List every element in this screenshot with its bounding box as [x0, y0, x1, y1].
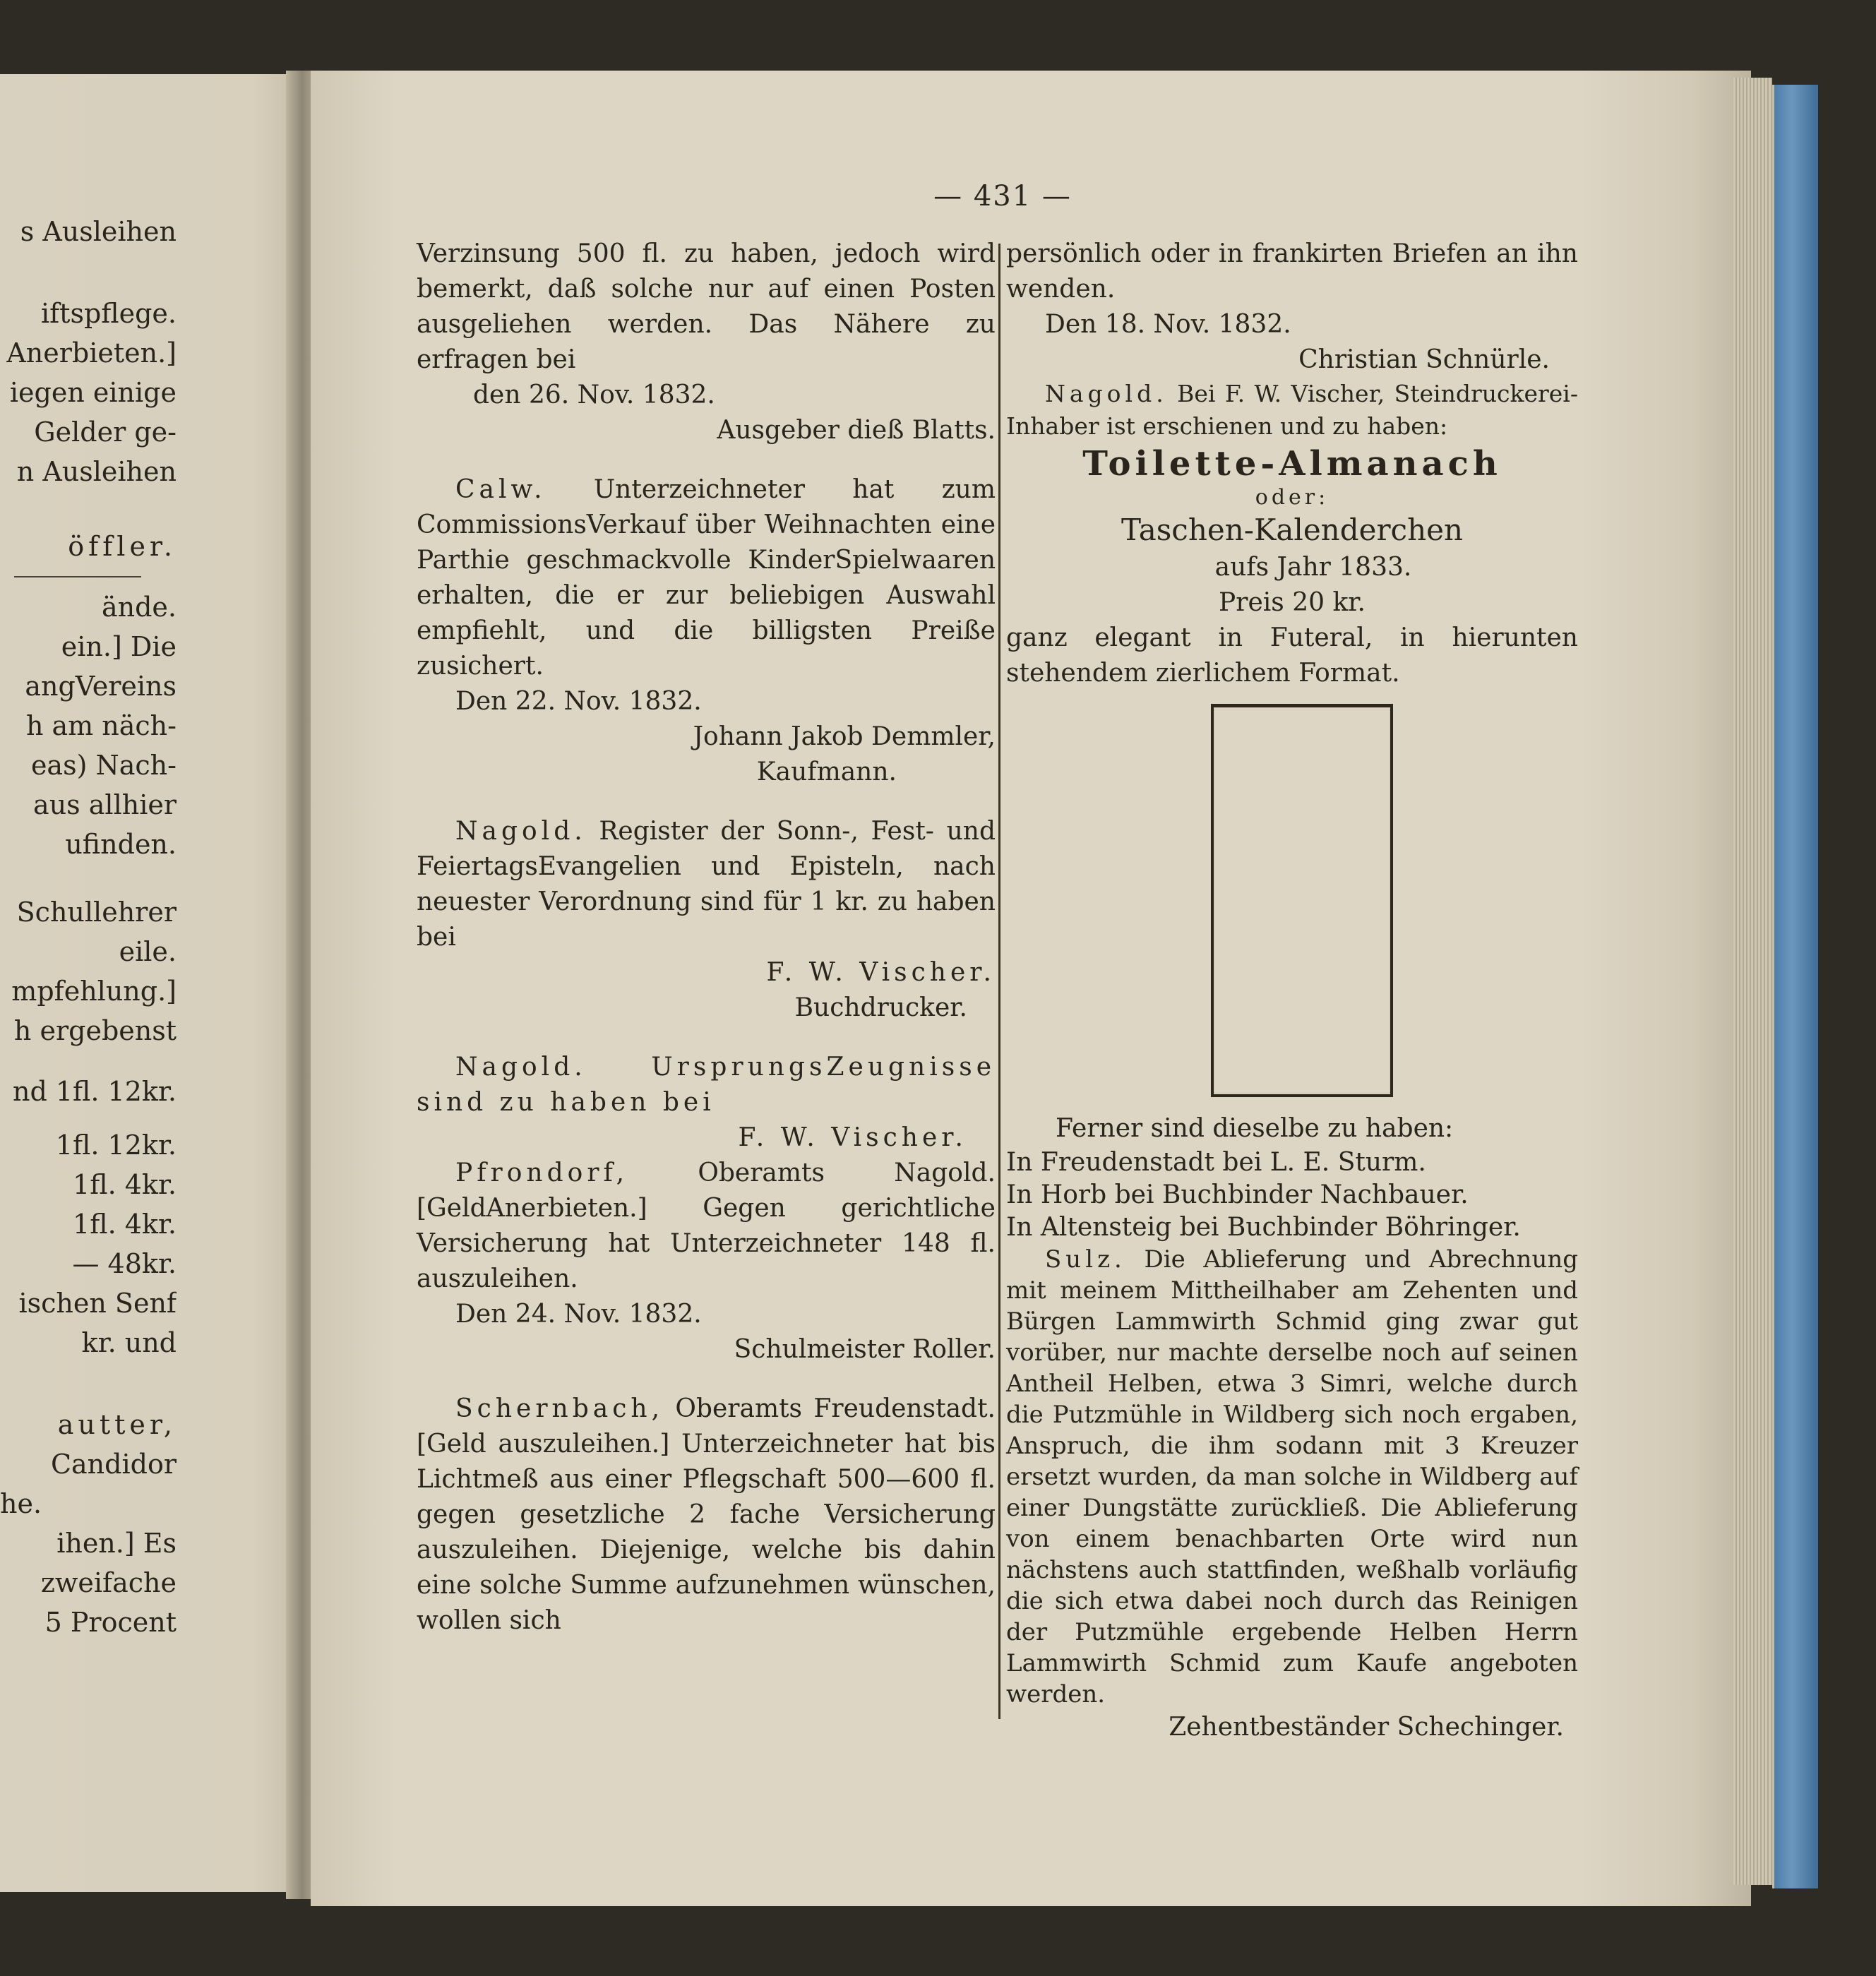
ad-date: Den 24. Nov. 1832.: [455, 1300, 702, 1329]
left-price: nd 1fl. 12kr.: [12, 1076, 177, 1107]
left-price: 1fl. 4kr.: [73, 1169, 177, 1200]
left-line: h am näch-: [25, 710, 177, 741]
ad-pfrondorf: [417, 1156, 996, 1297]
ad-sulz: [1006, 1244, 1578, 1710]
left-line: n Ausleihen: [16, 456, 177, 487]
ad-nagold-zeugnisse: [417, 1050, 996, 1120]
ad-signature: Christian Schnürle.: [1298, 345, 1550, 374]
format-frame: [1211, 704, 1393, 1097]
left-line: kr. und: [81, 1327, 177, 1358]
almanach-subtitle: Taschen-Kalenderchen: [1121, 513, 1464, 547]
ad-place: Calw.: [455, 475, 546, 504]
almanach-title: Toilette-Almanach: [1082, 444, 1502, 484]
left-line: ufinden.: [65, 829, 177, 860]
ad-place: Nagold.: [455, 1053, 587, 1082]
ad-signature: Schulmeister Roller.: [734, 1335, 996, 1364]
ad-place: Nagold.: [1045, 380, 1168, 407]
left-price: 1fl. 4kr.: [73, 1209, 177, 1240]
ad-schernbach: [417, 1391, 996, 1639]
left-signature: autter,: [57, 1409, 177, 1440]
column-divider: [998, 244, 1000, 1719]
ad-role: Kaufmann.: [756, 758, 897, 786]
left-line: zweifache: [40, 1567, 177, 1598]
left-line: ihen.] Es: [56, 1528, 177, 1559]
left-line: 5 Procent: [44, 1607, 177, 1638]
left-page-text: [0, 212, 177, 1642]
ad-calw: [417, 472, 996, 684]
left-line: s Ausleihen: [20, 216, 177, 247]
ad-text: Bei F. W. Vischer, Steindruckerei-Inhaber ist erschienen und zu haben:: [1006, 380, 1578, 440]
left-line: Gelder ge-: [34, 417, 177, 448]
ad-signature: F. W. Vischer.: [766, 958, 996, 987]
almanach-oder: oder:: [1255, 485, 1330, 510]
location-line: In Freudenstadt bei L. E. Sturm.: [1006, 1148, 1426, 1177]
ad-text: Verzinsung 500 fl. zu haben, jedoch wird bemerkt, daß solche nur auf einen Posten ausgeliehen werden. Das Nähere zu erfragen bei: [417, 239, 996, 374]
page-number: — 431 —: [933, 180, 1072, 212]
ad-signature: F. W. Vischer.: [738, 1123, 967, 1152]
ad-text: Oberamts Nagold. [GeldAnerbieten.] Gegen gerichtliche Versicherung hat Unterzeichneter 148 fl. auszuleihen.: [417, 1158, 996, 1293]
left-line: ände.: [101, 592, 177, 623]
ad-date: Den 18. Nov. 1832.: [1045, 310, 1291, 339]
almanach-price: Preis 20 kr.: [1219, 588, 1366, 617]
left-line: angVereins: [25, 671, 177, 702]
ad-place: Nagold.: [455, 817, 587, 846]
ferner-line: Ferner sind dieselbe zu haben:: [1056, 1114, 1454, 1143]
ad-text: Die Ablieferung und Abrechnung mit meinem Mittheilhaber am Zehenten und Bürgen Lammwirth Schmid ging zwar gut vorüber, nur machte derselbe noch auf seinen Antheil Helben, etwa 3 Simri, welche durch die Putzmühle in Wildberg sich noch ergaben, Anspruch, die ihm sodann mit 3 Kreuzer ersetzt wurden, da man solche in Wildberg auf einer Dungstätte zurückließ. Die Ablieferung von einem benachbarten Orte wird nun nächstens auch stattfinden, weßhalb vorläufig die sich etwa dabei noch durch das Reinigen der Putzmühle ergebende Helben Herrn Lammwirth Schmid zum Kaufe angeboten werden.: [1006, 1245, 1579, 1708]
left-line: ein.] Die: [61, 631, 177, 662]
left-line: h ergebenst: [13, 1015, 177, 1046]
ad-signature: Ausgeber dieß Blatts.: [717, 416, 996, 445]
ad-text: Unterzeichneter hat zum CommissionsVerkauf über Weihnachten eine Parthie geschmackvolle KinderSpielwaaren erhalten, die er zur beliebigen Auswahl empfiehlt, und die billigsten Preiße zusichert.: [417, 475, 996, 681]
ad-nagold-almanach: [1006, 378, 1578, 443]
left-line: eas) Nach-: [30, 750, 177, 781]
column-left: [417, 236, 996, 1639]
almanach-description: ganz elegant in Futeral, in hierunten stehendem zierlichem Format.: [1006, 623, 1578, 688]
left-line: ischen Senf: [18, 1288, 177, 1319]
left-line: mpfehlung.]: [11, 976, 177, 1007]
ad-date: Den 22. Nov. 1832.: [455, 687, 702, 716]
ad-nagold-register: [417, 814, 996, 955]
left-price: — 48kr.: [72, 1248, 177, 1279]
ad-place: Sulz.: [1045, 1245, 1126, 1274]
left-line: eile.: [119, 936, 177, 967]
left-line: he.: [0, 1488, 42, 1519]
left-heading: öffler.: [68, 531, 177, 562]
ad-text: Oberamts Freudenstadt. [Geld auszuleihen.] Unterzeichneter hat bis Lichtmeß aus einer Pflegschaft 500—600 fl. gegen gesetzliche 2 fache Versicherung auszuleihen. Diejenige, welche bis dahin eine solche Summe aufzunehmen wünschen, wollen sich: [417, 1394, 996, 1635]
page-edges: [1733, 78, 1772, 1885]
ad-place: Schernbach,: [455, 1394, 664, 1423]
left-price: 1fl. 12kr.: [55, 1130, 177, 1161]
left-line: Anerbieten.]: [6, 337, 177, 369]
location-line: In Altensteig bei Buchbinder Böhringer.: [1006, 1213, 1521, 1242]
ad-signature: Johann Jakob Demmler,: [693, 722, 996, 751]
ad-date: den 26. Nov. 1832.: [473, 381, 715, 409]
blue-book-cover: [1772, 85, 1818, 1888]
ad-text: Register der Sonn-, Fest- und FeiertagsEvangelien und Episteln, nach neuester Verordnung sind für 1 kr. zu haben bei: [417, 817, 996, 952]
left-line: iegen einige: [9, 377, 177, 408]
ad-place: Pfrondorf,: [455, 1158, 629, 1187]
left-rule: [14, 576, 141, 577]
left-line: Schullehrer: [16, 897, 177, 928]
left-line: aus allhier: [33, 789, 177, 820]
ad-signature: Zehentbeständer Schechinger.: [1169, 1713, 1564, 1742]
ad-text: persönlich oder in frankirten Briefen an ihn wenden.: [1006, 239, 1578, 304]
ad-text: UrsprungsZeugnisse sind zu haben bei: [417, 1053, 996, 1117]
left-line: Candidor: [50, 1449, 177, 1480]
almanach-year: aufs Jahr 1833.: [1214, 553, 1412, 582]
ad-role: Buchdrucker.: [794, 993, 967, 1022]
column-right: [1006, 236, 1578, 1745]
location-line: In Horb bei Buchbinder Nachbauer.: [1006, 1180, 1469, 1209]
left-line: iftspflege.: [40, 298, 177, 329]
